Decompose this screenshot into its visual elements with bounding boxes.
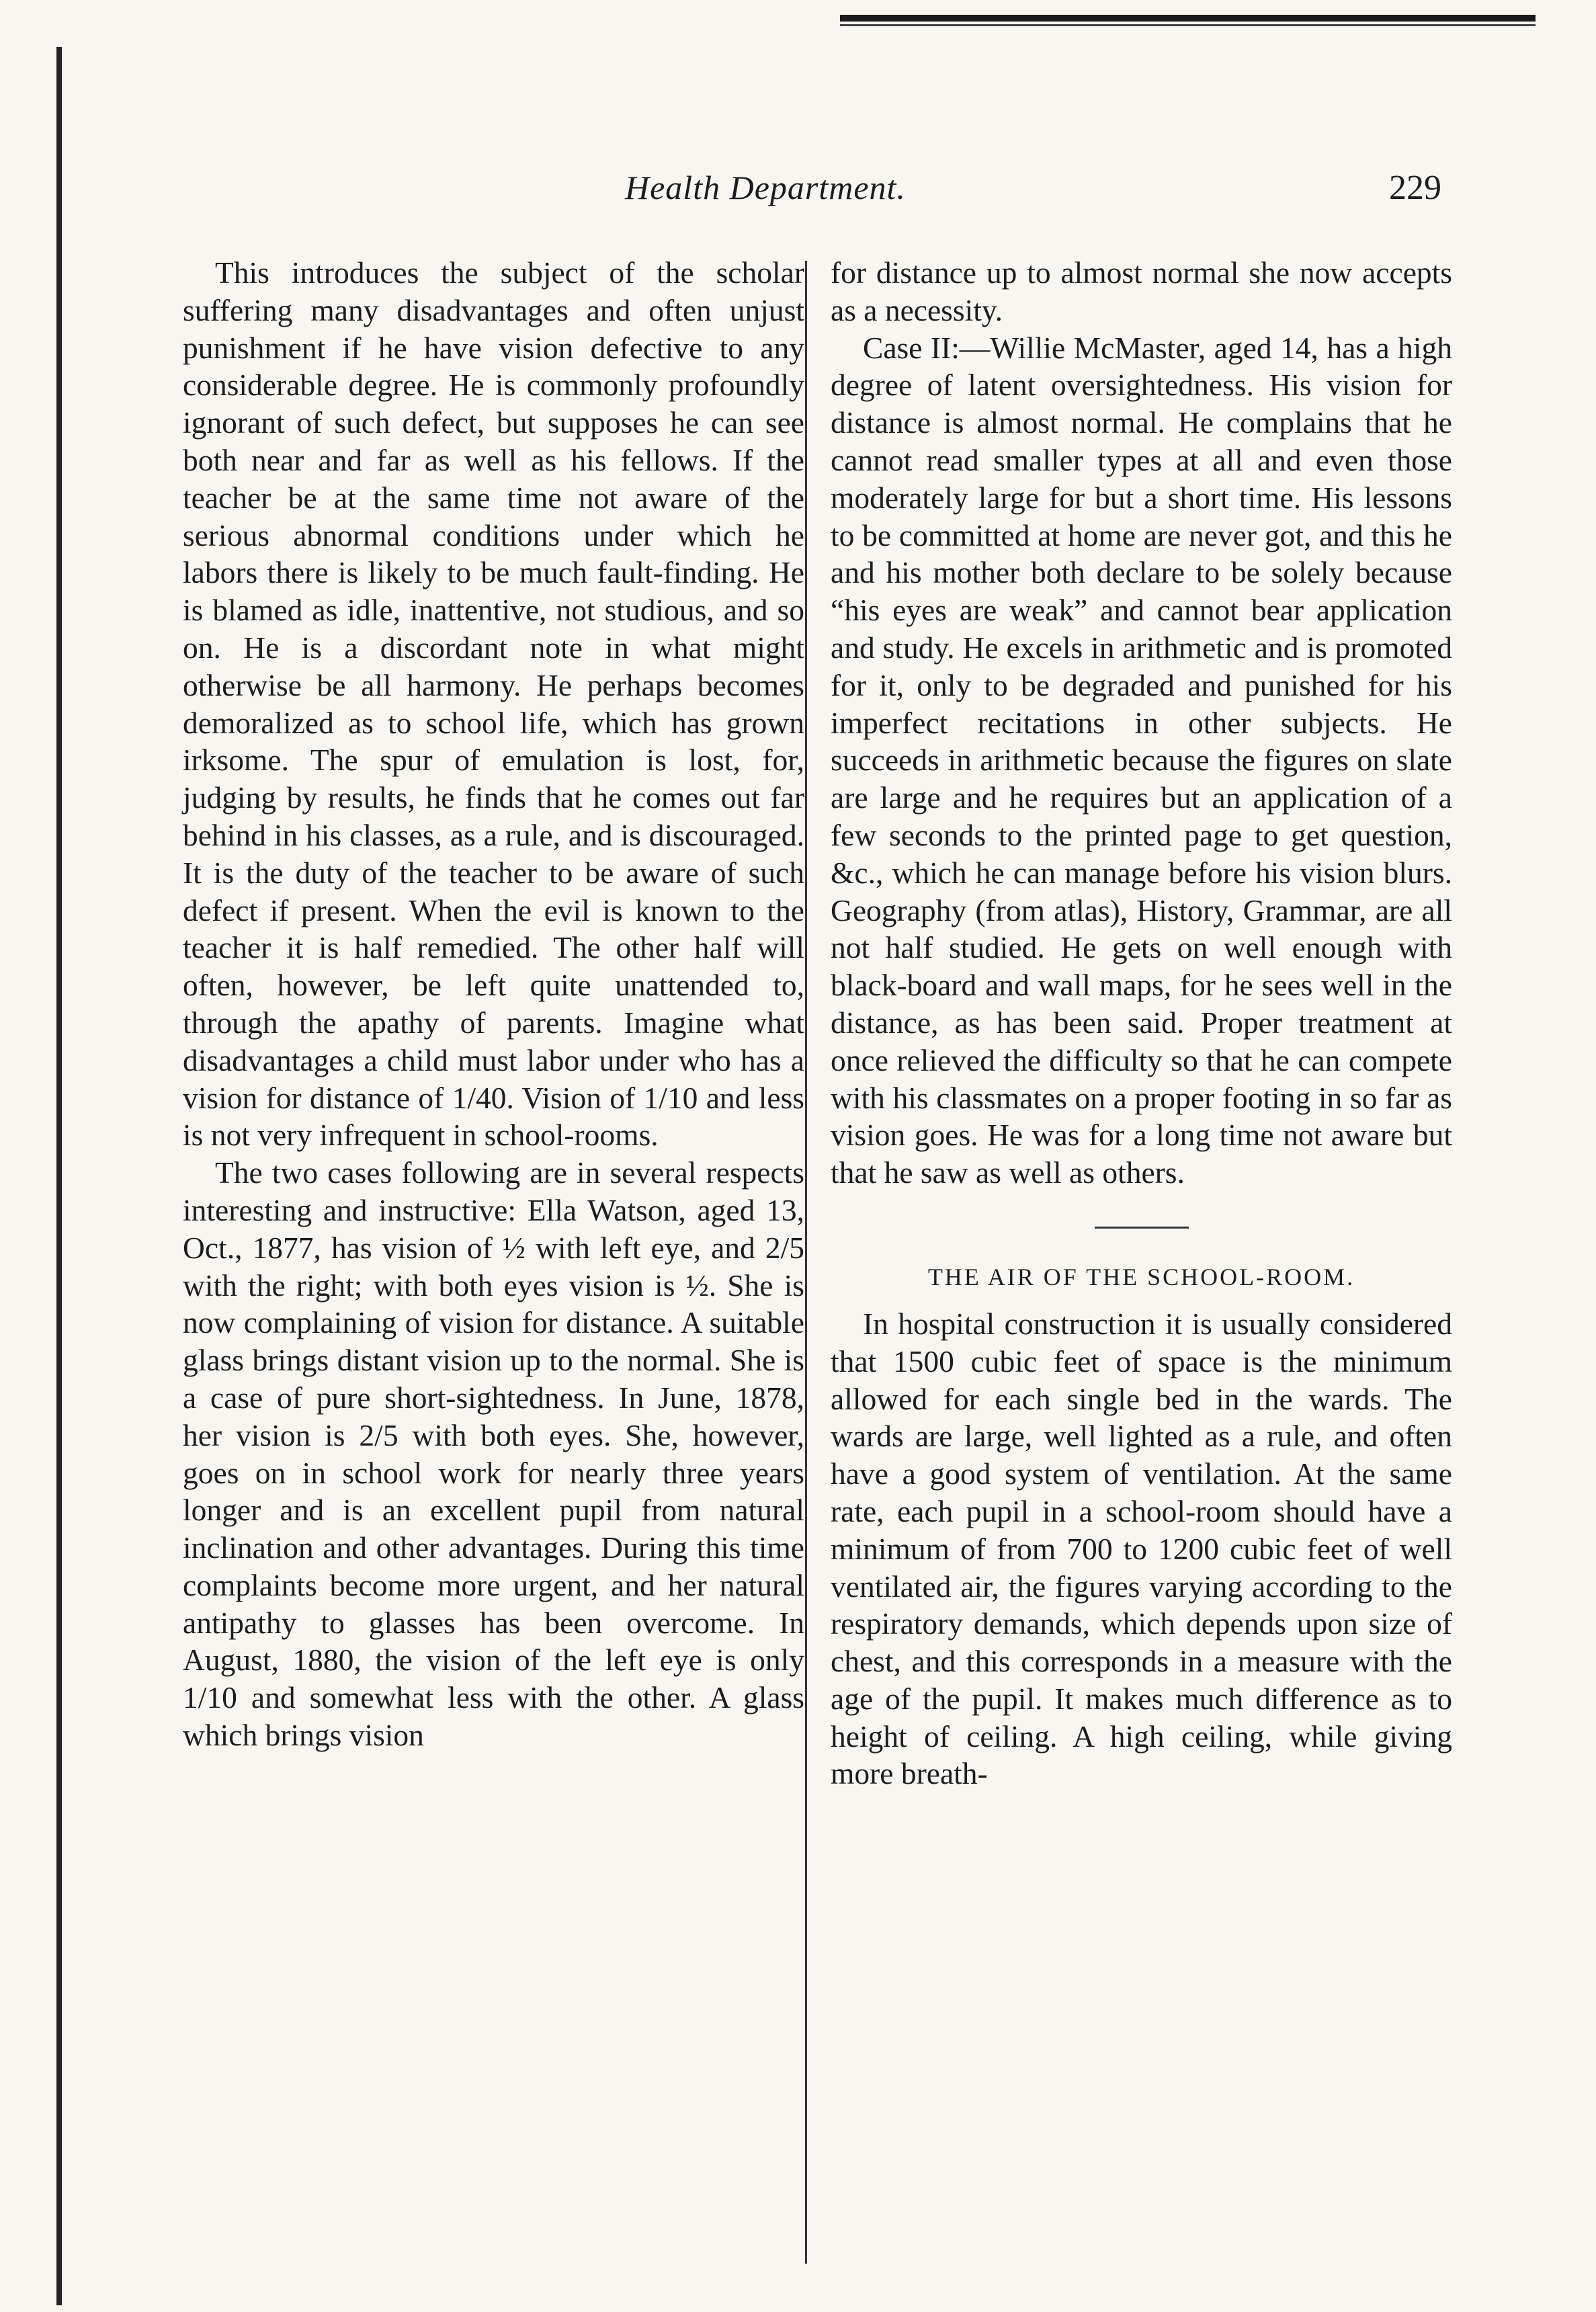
left-column bbox=[183, 254, 804, 1754]
binding-edge bbox=[56, 47, 62, 2305]
running-head: Health Department. bbox=[625, 169, 906, 206]
right-column bbox=[831, 254, 1452, 1792]
top-rule bbox=[840, 15, 1536, 22]
column-divider bbox=[805, 261, 807, 2264]
paragraph: This introduces the subject of the scholar suffering many disadvantages and often unjust punishment if he have vision defective to any considerable degree. He is commonly profoundly ignorant of such defect, but supposes he can see both near and far as well as his fellows. If the teacher be at the same time not aware of the serious abnormal conditions under which he labors there is likely to be much fault-finding. He is blamed as idle, inattentive, not studious, and so on. He is a discordant note in what might otherwise be all harmony. He perhaps becomes demoralized as to school life, which has grown irksome. The spur of emulation is lost, for, judging by results, he finds that he comes out far behind in his classes, as a rule, and is discouraged. It is the duty of the teacher to be aware of such defect if present. When the evil is known to the teacher it is half remedied. The other half will often, however, be left quite unattended to, through the apathy of parents. Imagine what disadvantages a child must labor under who has a vision for distance of 1/40. Vision of 1/10 and less is not very infrequent in school-rooms. bbox=[183, 255, 804, 1153]
page-number: 229 bbox=[1389, 169, 1441, 207]
paragraph: In hospital construction it is usually considered that 1500 cubic feet of space is the minimum allowed for each single bed in the wards. The wards are large, well lighted as a rule, and often have a good system of ventilation. At the same rate, each pupil in a school-room should have a minimum of from 700 to 1200 cubic feet of well ventilated air, the figures varying according to the respiratory demands, which depends upon size of chest, and this corresponds in a measure with the age of the pupil. It makes much difference as to height of ceiling. A high ceiling, while giving more breath- bbox=[831, 1306, 1452, 1791]
paragraph-continuation: for distance up to almost normal she now accepts as a necessity. bbox=[831, 255, 1452, 327]
top-rule-thin bbox=[840, 24, 1536, 26]
section-divider bbox=[1095, 1227, 1189, 1229]
paragraph: Case II:—Willie McMaster, aged 14, has a high degree of latent oversightedness. His vision for distance is almost normal. He complains that he cannot read smaller types at all and even those moderately large for but a short time. His lessons to be committed at home are never got, and this he and his mother both declare to be solely because “his eyes are weak” and cannot bear application and study. He excels in arithmetic and is promoted for it, only to be degraded and punished for his imperfect recitations in other subjects. He succeeds in arithmetic because the figures on slate are large and he requires but an application of a few seconds to the printed page to get question, &c., which he can manage before his vision blurs. Geography (from atlas), History, Grammar, are all not half studied. He gets on well enough with black-board and wall maps, for he sees well in the distance, as has been said. Proper treatment at once relieved the difficulty so that he can compete with his classmates on a proper footing in so far as vision goes. He was for a long time not aware but that he saw as well as others. bbox=[831, 330, 1452, 1190]
section-title: THE AIR OF THE SCHOOL-ROOM. bbox=[927, 1263, 1355, 1290]
paragraph: The two cases following are in several respects interesting and instructive: Ella Watson, aged 13, Oct., 1877, has vision of ½ with left eye, and 2/5 with the right; with both eyes vision is ½. She is now complaining of vision for distance. A suitable glass brings distant vision up to the normal. She is a case of pure short-sightedness. In June, 1878, her vision is 2/5 with both eyes. She, however, goes on in school work for nearly three years longer and is an excellent pupil from natural inclination and other advantages. During this time complaints become more urgent, and her natural antipathy to glasses has been overcome. In August, 1880, the vision of the left eye is only 1/10 and somewhat less with the other. A glass which brings vision bbox=[183, 1155, 804, 1753]
page-header bbox=[181, 161, 1441, 222]
